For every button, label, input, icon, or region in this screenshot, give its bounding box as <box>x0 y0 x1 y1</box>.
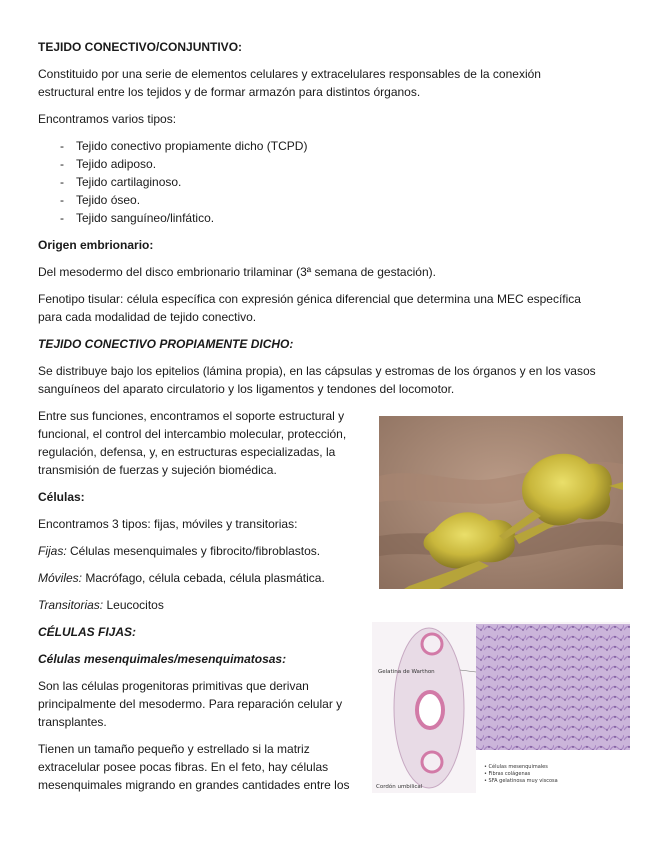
origin-heading: Origen embrionario: <box>38 238 154 252</box>
list-item: - Tejido óseo. <box>60 193 141 207</box>
functions-line-4: transmisión de fuerzas y sujeción biomédica. <box>38 463 277 477</box>
legend-item: • Células mesenquimales <box>484 764 548 770</box>
list-item: - Tejido conectivo propiamente dicho (TCPD) <box>60 139 308 153</box>
functions-line-3: regulación, defensa, y, en estructuras especializadas, la <box>38 445 336 459</box>
umbilical-cord-drawing <box>372 622 630 793</box>
functions-line-2: funcional, el control del intercambio molecular, protección, <box>38 427 347 441</box>
size-line-2: extracelular posee pocas fibras. En el feto, hay células <box>38 760 329 774</box>
types-intro: Encontramos varios tipos: <box>38 112 177 126</box>
moviles-line: Móviles: Macrófago, célula cebada, célula plasmática. <box>38 571 325 585</box>
mesenchymal-line-1: Son las células progenitoras primitivas que derivan <box>38 679 309 693</box>
mesenchymal-line-2: principalmente del mesodermo. Para reparación celular y <box>38 697 343 711</box>
heading-tejido-conectivo: TEJIDO CONECTIVO/CONJUNTIVO: <box>38 40 243 54</box>
sem-micrograph-image <box>379 416 623 589</box>
list-item: - Tejido sanguíneo/linfático. <box>60 211 215 225</box>
mesenchymal-line-3: transplantes. <box>38 715 107 729</box>
mesenchymal-heading: Células mesenquimales/mesenquimatosas: <box>38 652 287 666</box>
list-item: - Tejido cartilaginoso. <box>60 175 182 189</box>
cells-text: Encontramos 3 tipos: fijas, móviles y transitorias: <box>38 517 298 531</box>
legend-item: • Fibras colágenas <box>484 771 531 777</box>
size-line-1: Tienen un tamaño pequeño y estrellado si la matriz <box>38 742 310 756</box>
legend-item: • SFA gelatinosa muy viscosa <box>484 778 558 784</box>
size-line-3: mesenquimales migrando en grandes cantidades entre los <box>38 778 350 792</box>
cells-heading: Células: <box>38 490 85 504</box>
fixed-cells-heading: CÉLULAS FIJAS: <box>38 625 137 639</box>
label-wharton: Gelatina de Warthon <box>378 669 435 675</box>
origin-text: Del mesodermo del disco embrionario trilaminar (3ª semana de gestación). <box>38 265 436 279</box>
tcpd-heading: TEJIDO CONECTIVO PROPIAMENTE DICHO: <box>38 337 294 351</box>
fijas-line: Fijas: Células mesenquimales y fibrocito/fibroblastos. <box>38 544 321 558</box>
transitorias-line: Transitorias: Leucocitos <box>38 598 164 612</box>
intro-line-2: estructural entre los tejidos y de formar armazón para distintos órganos. <box>38 85 421 99</box>
label-cord: Cordón umbilical <box>376 784 423 790</box>
umbilical-cord-figure <box>372 622 630 793</box>
tcpd-line-1: Se distribuye bajo los epitelios (lámina propia), en las cápsulas y estromas de los órganos y en los vasos <box>38 364 596 378</box>
list-item: - Tejido adiposo. <box>60 157 157 171</box>
tcpd-line-2: sanguíneos del aparato circulatorio y los ligamentos y tendones del locomotor. <box>38 382 455 396</box>
sem-micrograph-drawing <box>379 416 623 589</box>
intro-line-1: Constituido por una serie de elementos celulares y extracelulares responsables de la conexión <box>38 67 541 81</box>
fenotipo-line-1: Fenotipo tisular: célula específica con expresión génica diferencial que determina una MEC específica <box>38 292 581 306</box>
fenotipo-line-2: para cada modalidad de tejido conectivo. <box>38 310 257 324</box>
functions-line-1: Entre sus funciones, encontramos el soporte estructural y <box>38 409 345 423</box>
